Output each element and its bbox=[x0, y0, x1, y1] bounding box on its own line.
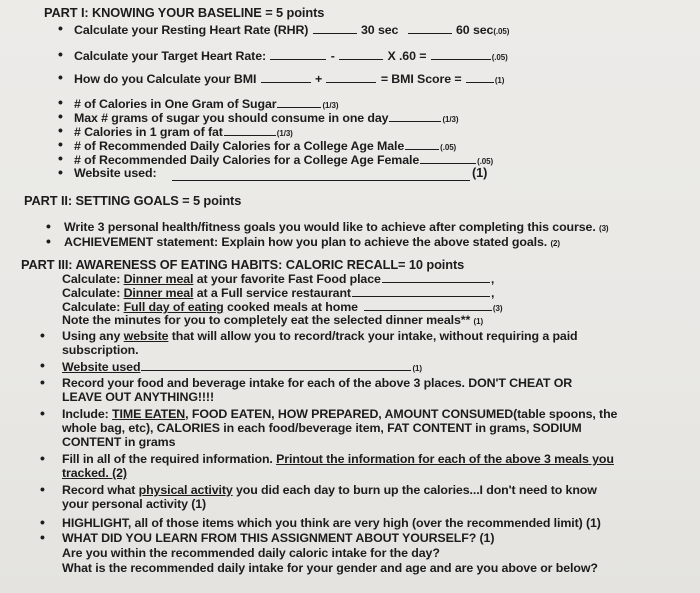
achievement-text: ACHIEVEMENT statement: Explain how you plan to achieve the above stated goals. bbox=[64, 235, 548, 249]
note-text: Note the minutes for you to completely eat the selected dinner meals** bbox=[62, 313, 471, 327]
bmi-label: How do you Calculate your BMI bbox=[74, 72, 257, 86]
bullet: • bbox=[40, 405, 45, 421]
rhr-line bbox=[74, 22, 509, 39]
include-underlined: TIME EATEN bbox=[112, 407, 186, 421]
goals-line bbox=[64, 220, 609, 236]
website-blank-2 bbox=[141, 359, 411, 371]
goals-text: Write 3 personal health/fitness goals you would like to achieve after completing this course. bbox=[64, 220, 596, 234]
bmi-line bbox=[74, 71, 504, 88]
website-points-1: (1) bbox=[472, 165, 488, 180]
calc-restaurant-prefix: Calculate: bbox=[62, 286, 124, 300]
record-line-2: LEAVE OUT ANYTHING!!!! bbox=[62, 390, 214, 404]
calc-home-suffix: cooked meals at home bbox=[223, 300, 358, 314]
website-points-2: (1) bbox=[412, 364, 422, 373]
activity-prefix: Record what bbox=[62, 483, 139, 497]
calc-home-prefix: Calculate: bbox=[62, 300, 124, 314]
bmi-blank-1 bbox=[261, 71, 311, 83]
record-line: Record your food and beverage intake for each of the above 3 places. DON'T CHEAT OR bbox=[62, 376, 573, 390]
bullet: • bbox=[40, 327, 45, 343]
highlight-line: HIGHLIGHT, all of those items which you think are very high (over the recommended limit) (1) bbox=[62, 516, 601, 530]
bmi-blank-3 bbox=[466, 71, 494, 83]
male-calories-points: (.05) bbox=[440, 143, 457, 152]
thr-points: (.05) bbox=[491, 53, 508, 62]
website-blank-1 bbox=[172, 180, 470, 181]
learn-question-1: Are you within the recommended daily caloric intake for the day? bbox=[62, 546, 440, 560]
include-prefix: Include: bbox=[62, 407, 113, 421]
using-prefix: Using any bbox=[62, 329, 124, 343]
bullet: • bbox=[46, 233, 51, 249]
calc-fastfood-suffix: at your favorite Fast Food place bbox=[193, 272, 381, 286]
bullet: • bbox=[40, 374, 45, 390]
fat-calories-points: (1/3) bbox=[276, 129, 293, 138]
sugar-max-label: Max # grams of sugar you should consume in one day bbox=[74, 111, 389, 125]
thr-blank-2 bbox=[339, 48, 383, 60]
using-suffix: that will allow you to record/track your intake, without requiring a paid bbox=[168, 329, 578, 343]
calc-fastfood-prefix: Calculate: bbox=[62, 272, 124, 286]
note-points: (1) bbox=[473, 317, 484, 326]
male-calories-blank bbox=[405, 138, 439, 150]
website-label-2: Website used bbox=[62, 360, 141, 374]
learn-line: WHAT DID YOU LEARN FROM THIS ASSIGNMENT ABOUT YOURSELF? (1) bbox=[62, 531, 495, 545]
rhr-60sec: 60 sec bbox=[456, 23, 494, 37]
activity-line-2: your personal activity (1) bbox=[62, 497, 207, 511]
include-line-2: whole bag, etc), CALORIES in each food/beverage item, FAT CONTENT in grams, SODIUM bbox=[62, 421, 582, 435]
thr-dash: - bbox=[330, 49, 335, 63]
thr-blank-1 bbox=[270, 48, 326, 60]
calc-home-blank bbox=[364, 299, 492, 311]
thr-multiplier: X .60 = bbox=[387, 49, 427, 63]
fat-calories-label: # Calories in 1 gram of fat bbox=[74, 125, 223, 139]
bullet: • bbox=[58, 69, 63, 85]
activity-suffix: you did each day to burn up the calories...I don't need to know bbox=[232, 483, 597, 497]
part3-title: PART III: AWARENESS OF EATING HABITS: CALORIC RECALL= 10 points bbox=[21, 257, 465, 272]
rhr-label: Calculate your Resting Heart Rate (RHR) bbox=[74, 23, 309, 37]
bmi-plus: + bbox=[314, 72, 323, 86]
using-line bbox=[62, 329, 578, 344]
using-underlined: website bbox=[123, 329, 169, 343]
bullet: • bbox=[58, 94, 63, 110]
female-calories-blank bbox=[420, 152, 476, 164]
sugar-max-points: (1/3) bbox=[442, 115, 459, 124]
calc-restaurant-underlined: Dinner meal bbox=[123, 286, 194, 300]
fat-calories-blank bbox=[224, 124, 276, 136]
calc-fastfood-underlined: Dinner meal bbox=[123, 272, 194, 286]
bullet: • bbox=[58, 150, 63, 166]
bullet: • bbox=[40, 529, 45, 545]
website-label-1: Website used: bbox=[74, 166, 157, 180]
achievement-points: (2) bbox=[550, 239, 560, 248]
bullet: • bbox=[40, 450, 45, 466]
calc-restaurant-comma: , bbox=[490, 286, 495, 300]
sugar-calories-label: # of Calories in One Gram of Sugar bbox=[74, 97, 277, 111]
include-suffix: , FOOD EATEN, HOW PREPARED, AMOUNT CONSUMED(table spoons, the bbox=[185, 407, 618, 421]
bullet: • bbox=[40, 481, 45, 497]
website-line-2 bbox=[62, 359, 422, 376]
part2-title: PART II: SETTING GOALS = 5 points bbox=[24, 193, 242, 208]
note-line bbox=[62, 313, 483, 329]
rhr-30sec: 30 sec bbox=[361, 23, 399, 37]
include-line bbox=[62, 407, 617, 422]
bullet: • bbox=[58, 20, 63, 36]
bullet: • bbox=[58, 46, 63, 62]
female-calories-points: (.05) bbox=[477, 157, 494, 166]
bullet: • bbox=[40, 357, 45, 373]
calc-restaurant-blank bbox=[352, 285, 490, 297]
fill-prefix: Fill in all of the required information. bbox=[62, 452, 277, 466]
sugar-max-blank bbox=[389, 110, 441, 122]
sugar-calories-blank bbox=[277, 96, 321, 108]
goals-points: (3) bbox=[599, 224, 609, 233]
thr-label: Calculate your Target Heart Rate: bbox=[74, 49, 267, 63]
bmi-score: = BMI Score = bbox=[380, 72, 462, 86]
rhr-blank-2 bbox=[408, 22, 452, 34]
fill-line-2: tracked. (2) bbox=[62, 466, 127, 480]
bullet: • bbox=[58, 136, 63, 152]
bullet: • bbox=[58, 108, 63, 124]
calc-fastfood-comma: , bbox=[490, 272, 495, 286]
female-calories-label: # of Recommended Daily Calories for a College Age Female bbox=[74, 153, 420, 167]
rhr-points: (.05) bbox=[493, 27, 510, 36]
calc-restaurant-suffix: at a Full service restaurant bbox=[193, 286, 351, 300]
bullet: • bbox=[58, 122, 63, 138]
bmi-points: (1) bbox=[494, 76, 505, 85]
bullet: • bbox=[58, 164, 63, 180]
activity-underlined: physical activity bbox=[138, 483, 233, 497]
bullet: • bbox=[40, 514, 45, 530]
thr-line bbox=[74, 48, 508, 65]
calc-home-underlined: Full day of eating bbox=[123, 300, 224, 314]
calc-fastfood-blank bbox=[382, 271, 490, 283]
part1-title: PART I: KNOWING YOUR BASELINE = 5 points bbox=[44, 5, 325, 20]
fill-underlined: Printout the information for each of the above 3 meals you bbox=[276, 452, 614, 466]
activity-line bbox=[62, 483, 597, 498]
include-line-3: CONTENT in grams bbox=[62, 435, 176, 449]
bmi-blank-2 bbox=[326, 71, 376, 83]
website-line-1 bbox=[74, 166, 156, 181]
achievement-line bbox=[64, 235, 560, 251]
thr-blank-3 bbox=[431, 48, 491, 60]
calc-home-points: (3) bbox=[492, 304, 503, 313]
bullet: • bbox=[46, 218, 51, 234]
male-calories-label: # of Recommended Daily Calories for a College Age Male bbox=[74, 139, 405, 153]
learn-question-2: What is the recommended daily intake for your gender and age and are you above or below? bbox=[62, 561, 598, 575]
fill-line bbox=[62, 452, 614, 467]
sugar-calories-points: (1/3) bbox=[322, 101, 339, 110]
using-line-2: subscription. bbox=[62, 343, 139, 357]
rhr-blank-1 bbox=[313, 22, 357, 34]
